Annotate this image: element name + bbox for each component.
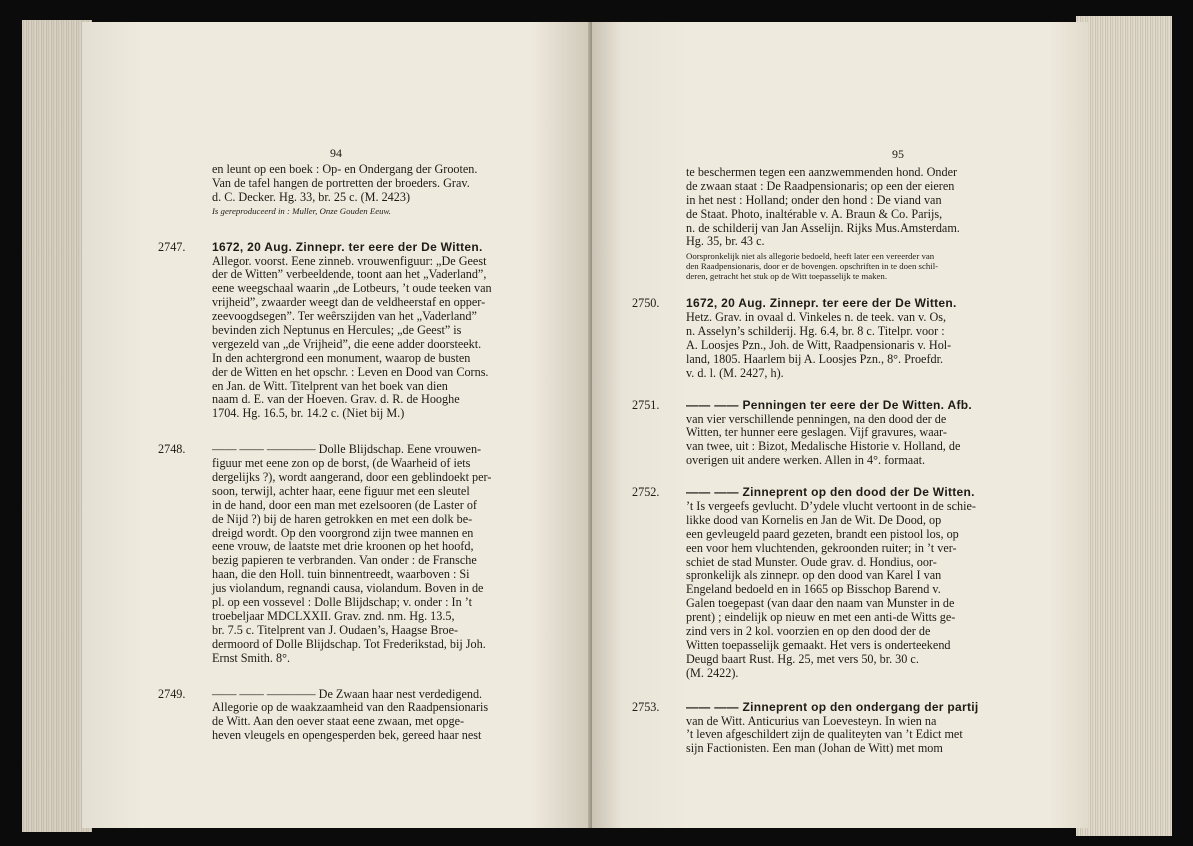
page-number: 95 (892, 147, 904, 161)
text-line: een voor hem vluchtenden, gekroonden ruiter; in ’t ver- (686, 540, 957, 555)
footnote-line: den Raadpensionaris, door er de bovengen. opschriften in te doen schil- (686, 261, 939, 272)
text-line: In den achtergrond een monument, waarop de busten (212, 350, 471, 365)
text-line: figuur met eene zon op de borst, (de Waarheid of iets (212, 456, 471, 471)
text-line: der de Witten en het opschr. : Leven en Dood van Corns. (212, 364, 489, 379)
text-line: de zwaan staat : De Raadpensionaris; op een der eieren (686, 178, 955, 193)
text-line: prent) ; eindelijk op nieuw en met een anti-de Witts ge- (686, 610, 956, 625)
entry-number: 2753. (632, 699, 660, 714)
text-line: A. Loosjes Pzn., Joh. de Witt, Raadpensionaris v. Hol- (686, 338, 952, 353)
text-line: vergezeld van „de Vrijheid”, die eene adder doorsteekt. (212, 336, 482, 351)
text-line: jus violandum, regnandi causa, violandum. Boven in de (212, 581, 484, 596)
text-line: te beschermen tegen een aanzwemmenden hond. Onder (686, 165, 958, 179)
text-line: ’t Is vergeefs gevlucht. D’ydele vlucht vertoont in de schie- (686, 499, 976, 514)
text-line: naam d. E. van der Hoeven. Grav. d. R. de Hooghe (212, 392, 460, 407)
text-line: Galen toegepast (van daar den naam van Munster in de (686, 596, 955, 611)
text-line: sijn Factionisten. Een man (Johan de Witt) met mom (686, 741, 943, 756)
entry-heading: —— —— Zinneprent op den dood der De Witten. (686, 485, 975, 500)
open-book (22, 14, 1172, 840)
entry-number: 2748. (158, 442, 186, 457)
text-line: van de Witt. Anticurius van Loevesteyn. In wien na (686, 713, 937, 728)
text-line: van vier verschillende penningen, na den dood der de (686, 411, 947, 426)
text-line: Van de tafel hangen de portretten der broeders. Grav. (212, 175, 470, 190)
text-line: Ernst Smith. 8°. (212, 650, 291, 665)
right-page-text (632, 165, 1006, 756)
entry-number: 2747. (158, 239, 186, 254)
text-line: in het nest : Holland; onder den hond : De viand van (686, 192, 942, 207)
intro-block (212, 163, 540, 217)
text-line: Engeland bedoeld en in 1665 op Bisschop Barend v. (686, 582, 941, 597)
text-line: d. C. Decker. Hg. 33, br. 25 c. (M. 2423) (212, 189, 411, 204)
text-line: Allegor. voorst. Eene zinneb. vrouwenfiguur: „De Geest (212, 253, 487, 268)
text-line: troebeljaar MDCLXXII. Grav. znd. nm. Hg. 13.5, (212, 608, 455, 623)
left-page (82, 22, 592, 828)
text-line: en Jan. de Witt. Titelprent van het boek van dien (212, 378, 448, 393)
text-line: heven vleugels en opengesperden bek, gereed haar nest (212, 728, 482, 743)
text-line: schiet de stad Munster. Oude grav. d. Hondius, oor- (686, 554, 937, 569)
text-line: spronkelijk als zinnepr. op den dood van Karel I van (686, 568, 942, 583)
text-line: en leunt op een boek : Op- en Ondergang der Grooten. (212, 162, 478, 176)
text-line: vrijheid”, zwaarder weegt dan de veldheerstaf en opper- (212, 295, 486, 310)
entry-number: 2752. (632, 485, 660, 500)
text-line: een gevleugeld paard gezeten, brandt een pistool los, op (686, 526, 959, 541)
text-line: dreigd wordt. Op den voorgrond zijn twee mannen en (212, 525, 474, 540)
catalogue-entry (632, 296, 1006, 380)
entry-heading: —— —— Zinneprent op den ondergang der partij (686, 699, 979, 714)
text-line: soon, terwijl, achter haar, eene figuur met een sleutel (212, 483, 470, 498)
text-line: overigen uit andere werken. Allen in 4°. formaat. (686, 453, 926, 468)
entry-number: 2751. (632, 397, 660, 412)
text-line: likke dood van Kornelis en Jan de Wit. De Dood, op (686, 512, 942, 527)
footnote (686, 251, 1006, 281)
catalogue-entry (158, 239, 540, 422)
text-line: eene weegschaal waarin „de Lotbeurs, ’t oude teeken van (212, 281, 492, 296)
right-page (592, 22, 1088, 828)
text-line: van twee, uit : Bizot, Medalische Historie v. Holland, de (686, 439, 961, 454)
text-line: Deugd baart Rust. Hg. 25, met vers 50, br. 30 c. (686, 651, 919, 666)
text-line: zeevoogdsegen”. Ter weêrszijden van het „Vaderland” (212, 309, 477, 324)
text-line: eene vrouw, de laatste met drie kroonen op het hoofd, (212, 539, 474, 554)
text-line: de Staat. Photo, inaltérable v. A. Braun & Co. Parijs, (686, 206, 943, 221)
text-line: v. d. l. (M. 2427, h). (686, 365, 784, 380)
entry-heading: —— —— Penningen ter eere der De Witten. Afb. (686, 397, 973, 412)
text-line: dergelijks ?), wordt aangerand, door een geblindoekt per- (212, 470, 492, 485)
text-line: Witten toepasselijk gemaakt. Het vers is onderteekend (686, 637, 951, 652)
text-line: Witten, ter hunner eere geslagen. Vijf gravures, waar- (686, 425, 947, 440)
footnote-line: Oorspronkelijk niet als allegorie bedoeld, heeft later een vereerder van (686, 251, 935, 262)
left-page-text (158, 162, 540, 743)
text-line: in de hand, door een man met ezelsooren (de Laster of (212, 497, 477, 512)
text-line: 1704. Hg. 16.5, br. 14.2 c. (Niet bij M.) (212, 406, 405, 421)
page-edges-right (1076, 16, 1172, 836)
text-line: n. de schilderij van Jan Asselijn. Rijks Mus.Amsterdam. (686, 220, 960, 235)
entry-number: 2750. (632, 296, 660, 311)
text-line: de Nijd ?) bij de haren getrokken en met een dolk be- (212, 511, 473, 526)
catalogue-entry (158, 686, 540, 744)
footnote: Is gereproduceerd in : Muller, Onze Gouden Eeuw. (212, 205, 391, 216)
text-line: dermoord of Dolle Blijdschap. Tot Frederikstad, bij Joh. (212, 636, 486, 651)
text-line: bevinden zich Neptunus en Hercules; „de Geest” is (212, 323, 462, 338)
text-line: zind vers in 2 kol. voorzien en op den dood der de (686, 624, 931, 639)
text-line: Hg. 35, br. 43 c. (686, 234, 765, 249)
intro-block (686, 166, 1006, 281)
catalogue-entry (632, 485, 1006, 680)
entry-number: 2749. (158, 686, 186, 701)
text-line: der de Witten” verbeeldende, toont aan het „Vaderland”, (212, 267, 487, 282)
entry-heading: —— —— ———— Dolle Blijdschap. Eene vrouwen- (212, 442, 482, 457)
text-line: Hetz. Grav. in ovaal d. Vinkeles n. de teek. van v. Os, (686, 310, 947, 325)
text-line: br. 7.5 c. Titelprent van J. Oudaen’s, Haagse Broe- (212, 622, 459, 637)
entry-heading: 1672, 20 Aug. Zinnepr. ter eere der De Witten. (686, 296, 957, 311)
page-number: 94 (330, 146, 342, 160)
text-line: Allegorie op de waakzaamheid van den Raadpensionaris (212, 700, 489, 715)
entry-heading: —— —— ———— De Zwaan haar nest verdedigend. (212, 686, 483, 701)
text-line: (M. 2422). (686, 665, 739, 680)
text-line: land, 1805. Haarlem bij A. Loosjes Pzn., 8°. Proefdr. (686, 351, 944, 366)
text-line: n. Asselyn’s schilderij. Hg. 6.4, br. 8 c. Titelpr. voor : (686, 324, 945, 339)
text-line: bezig papieren te verbranden. Van onder : de Fransche (212, 553, 477, 568)
text-line: ’t leven afgeschildert zijn de qualiteyten van ’t Edict met (686, 727, 963, 742)
text-line: haan, die den Holl. tuin binnentreedt, waarboven : Si (212, 567, 470, 582)
entry-heading: 1672, 20 Aug. Zinnepr. ter eere der De Witten. (212, 239, 483, 254)
text-line: de Witt. Aan den oever staat eene zwaan, met opge- (212, 714, 465, 729)
catalogue-entry (632, 397, 1006, 468)
catalogue-entry (158, 442, 540, 665)
text-line: pl. op een vossevel : Dolle Blijdschap; v. onder : In ’t (212, 595, 472, 610)
footnote-line: deren, getracht het stuk op de Witt toepasselijk te maken. (686, 271, 888, 282)
catalogue-entry (632, 699, 1006, 757)
